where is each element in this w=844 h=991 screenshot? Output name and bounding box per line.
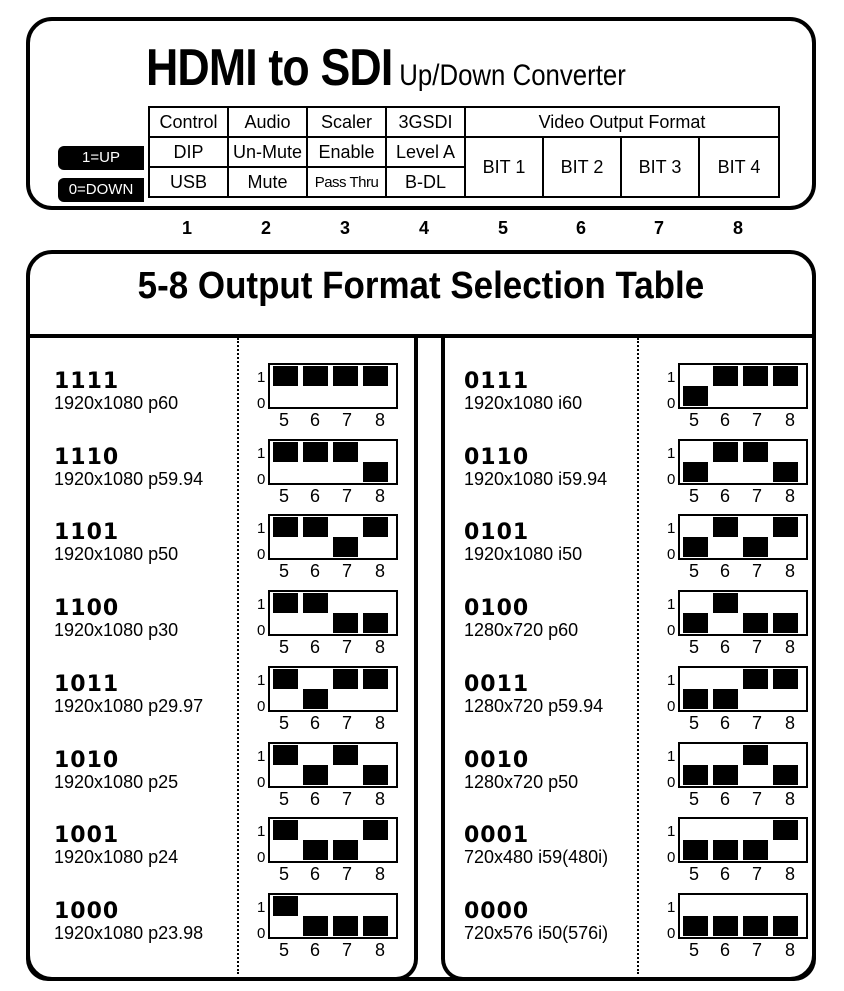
column-number: 3 [339, 218, 350, 238]
switch-number: 7 [341, 788, 352, 809]
switch-up [303, 517, 328, 537]
switch-down [773, 765, 798, 785]
switch-up [363, 517, 388, 537]
switch-number: 5 [688, 864, 699, 885]
header-control: Control [149, 107, 228, 137]
switch-down [303, 689, 328, 709]
dip-switch-diagram [678, 363, 808, 409]
down-scaler: Pass Thru [307, 167, 386, 197]
switch-number: 7 [341, 939, 352, 960]
switch-number: 7 [751, 485, 762, 506]
switch-number: 6 [719, 712, 730, 733]
format-entry [464, 899, 844, 975]
switch-number: 7 [341, 410, 352, 430]
switch-down [683, 537, 708, 557]
switch-down [363, 462, 388, 482]
switch-up [273, 366, 298, 386]
switch-up [273, 896, 298, 916]
dip-switch-diagram [268, 590, 398, 636]
config-table [148, 106, 780, 198]
switch-up [713, 517, 738, 537]
page-title [146, 38, 662, 98]
switch-up [743, 745, 768, 765]
switch-number: 8 [374, 561, 385, 582]
switch-number: 8 [374, 788, 385, 809]
switch-number: 6 [719, 939, 730, 960]
switch-number: 5 [278, 939, 289, 960]
format-resolution: 1920x1080 p30 [54, 620, 179, 641]
format-entry [464, 596, 844, 672]
format-entry [54, 369, 434, 445]
switch-number: 8 [784, 561, 795, 582]
switch-up [773, 517, 798, 537]
header-video-output-format: Video Output Format [465, 107, 779, 137]
switch-up [773, 669, 798, 689]
switch-number: 6 [309, 864, 320, 885]
switch-low-label: 0 [257, 470, 266, 488]
switch-high-label: 1 [257, 823, 266, 841]
switch-down [333, 840, 358, 860]
up-legend: 1=UP [58, 146, 144, 170]
title-sub: Up/Down Converter [399, 59, 626, 92]
switch-high-label: 1 [667, 898, 676, 916]
format-code: 1001 [54, 823, 120, 849]
format-code: 0000 [464, 898, 530, 924]
dip-switch-diagram [678, 514, 808, 560]
format-entry [464, 445, 844, 521]
switch-down [333, 613, 358, 633]
dip-switch-diagram [678, 590, 808, 636]
switch-down [773, 462, 798, 482]
switch-low-label: 0 [667, 470, 676, 488]
format-code: 1111 [54, 369, 120, 394]
format-resolution: 1920x1080 p23.98 [54, 922, 204, 943]
switch-number: 8 [784, 864, 795, 885]
switch-number: 6 [309, 788, 320, 809]
switch-number: 6 [719, 788, 730, 809]
column-number: 8 [732, 218, 743, 238]
format-resolution: 1920x1080 p60 [54, 393, 179, 413]
format-entry [54, 596, 434, 672]
switch-number: 6 [719, 410, 730, 430]
switch-high-label: 1 [257, 747, 266, 765]
switch-down [333, 916, 358, 936]
switch-number: 5 [278, 637, 289, 658]
switch-number: 6 [309, 561, 320, 582]
header-3gsdi: 3GSDI [386, 107, 465, 137]
switch-number: 7 [751, 939, 762, 960]
column-number: 2 [260, 218, 271, 238]
format-entry [54, 520, 434, 596]
switch-down [743, 840, 768, 860]
switch-up [273, 745, 298, 765]
switch-low-label: 0 [667, 546, 676, 564]
switch-down [743, 613, 768, 633]
switch-number: 7 [751, 864, 762, 885]
format-code: 1100 [54, 596, 120, 622]
format-resolution: 1920x1080 p29.97 [54, 695, 204, 716]
switch-high-label: 1 [257, 369, 266, 386]
format-resolution: 720x480 i59(480i) [464, 847, 609, 868]
dip-switch-diagram [678, 439, 808, 485]
switch-low-label: 0 [667, 622, 676, 640]
switch-up [303, 366, 328, 386]
format-entry [54, 823, 434, 899]
switch-low-label: 0 [257, 924, 266, 942]
switch-low-label: 0 [257, 849, 266, 867]
switch-up [303, 442, 328, 462]
switch-down [683, 916, 708, 936]
format-resolution: 1280x720 p50 [464, 771, 579, 792]
switch-number: 6 [719, 561, 730, 582]
up-scaler: Enable [307, 137, 386, 167]
format-resolution: 1920x1080 p24 [54, 847, 179, 868]
switch-low-label: 0 [667, 773, 676, 791]
switch-down [683, 840, 708, 860]
switch-number: 7 [341, 485, 352, 506]
switch-number: 6 [719, 637, 730, 658]
dip-switch-diagram [678, 666, 808, 712]
format-resolution: 720x576 i50(576i) [464, 922, 609, 943]
switch-number: 7 [751, 561, 762, 582]
switch-number: 8 [374, 864, 385, 885]
switch-number: 5 [688, 561, 699, 582]
switch-up [333, 745, 358, 765]
format-resolution: 1920x1080 p50 [54, 544, 179, 565]
down-control: USB [149, 167, 228, 197]
format-entry [54, 748, 434, 824]
switch-down [713, 840, 738, 860]
format-resolution: 1280x720 p59.94 [464, 695, 604, 716]
up-audio: Un-Mute [228, 137, 307, 167]
format-resolution: 1280x720 p60 [464, 620, 579, 641]
switch-up [363, 669, 388, 689]
switch-down [773, 613, 798, 633]
switch-number: 5 [688, 637, 699, 658]
bit-3: BIT 3 [621, 137, 699, 197]
switch-low-label: 0 [667, 395, 676, 412]
format-code: 1110 [54, 444, 120, 470]
switch-low-label: 0 [257, 697, 266, 715]
switch-number: 7 [341, 637, 352, 658]
dip-switch-diagram [268, 363, 398, 409]
dip-switch-diagram [678, 817, 808, 863]
switch-down [303, 765, 328, 785]
column-number: 1 [181, 218, 192, 238]
switch-number: 5 [278, 561, 289, 582]
dip-switch-diagram [268, 893, 398, 939]
format-entry [464, 369, 844, 445]
format-code: 1011 [54, 671, 120, 697]
switch-number: 8 [784, 788, 795, 809]
dip-switch-diagram [268, 742, 398, 788]
format-code: 0010 [464, 747, 530, 773]
format-entry [464, 520, 844, 596]
format-entry [464, 672, 844, 748]
switch-up [273, 669, 298, 689]
switch-number: 5 [278, 712, 289, 733]
switch-number: 5 [688, 485, 699, 506]
switch-down [303, 840, 328, 860]
up-3gsdi: Level A [386, 137, 465, 167]
switch-down [713, 765, 738, 785]
switch-low-label: 0 [257, 622, 266, 640]
switch-down [363, 613, 388, 633]
column-number: 7 [653, 218, 664, 238]
switch-high-label: 1 [667, 596, 676, 614]
dip-switch-diagram [678, 893, 808, 939]
column-number: 6 [575, 218, 586, 238]
switch-up [333, 669, 358, 689]
switch-high-label: 1 [257, 444, 266, 462]
switch-high-label: 1 [667, 520, 676, 538]
switch-down [363, 916, 388, 936]
switch-down [683, 462, 708, 482]
switch-down [743, 537, 768, 557]
down-3gsdi: B-DL [386, 167, 465, 197]
switch-number: 8 [784, 485, 795, 506]
format-resolution: 1920x1080 i60 [464, 393, 583, 413]
dip-switch-diagram [268, 666, 398, 712]
format-code: 0100 [464, 596, 530, 622]
switch-up [333, 442, 358, 462]
format-code: 1000 [54, 898, 120, 924]
format-code: 0011 [464, 671, 530, 697]
switch-down [333, 537, 358, 557]
switch-up [303, 593, 328, 613]
switch-low-label: 0 [667, 924, 676, 942]
switch-up [773, 366, 798, 386]
header-scaler: Scaler [307, 107, 386, 137]
switch-number: 6 [309, 712, 320, 733]
switch-down [363, 765, 388, 785]
switch-up [273, 593, 298, 613]
switch-down [713, 916, 738, 936]
switch-high-label: 1 [667, 671, 676, 689]
switch-high-label: 1 [667, 823, 676, 841]
switch-number: 6 [309, 939, 320, 960]
switch-down [683, 386, 708, 406]
switch-up [363, 366, 388, 386]
switch-number: 7 [751, 637, 762, 658]
switch-number: 5 [278, 788, 289, 809]
switch-down [683, 613, 708, 633]
switch-down [713, 689, 738, 709]
bit-1: BIT 1 [465, 137, 543, 197]
up-control: DIP [149, 137, 228, 167]
switch-up [273, 442, 298, 462]
dip-switch-diagram [268, 817, 398, 863]
switch-number: 8 [374, 712, 385, 733]
switch-low-label: 0 [257, 546, 266, 564]
dip-switch-diagram [268, 514, 398, 560]
selection-title: 5-8 Output Format Selection Table [137, 265, 705, 307]
format-entry [464, 748, 844, 824]
header-audio: Audio [228, 107, 307, 137]
switch-up [713, 442, 738, 462]
switch-number: 8 [784, 410, 795, 430]
format-resolution: 1920x1080 i59.94 [464, 468, 608, 489]
format-code: 0111 [464, 369, 530, 394]
dip-switch-diagram [268, 439, 398, 485]
switch-high-label: 1 [257, 671, 266, 689]
switch-number: 5 [278, 864, 289, 885]
switch-low-label: 0 [667, 849, 676, 867]
dip-switch-diagram [678, 742, 808, 788]
format-resolution: 1920x1080 p59.94 [54, 468, 204, 489]
switch-up [773, 820, 798, 840]
format-code: 1101 [54, 520, 120, 546]
switch-up [333, 366, 358, 386]
switch-up [743, 442, 768, 462]
switch-number: 8 [784, 637, 795, 658]
switch-number: 6 [309, 410, 320, 430]
switch-number: 6 [309, 637, 320, 658]
switch-number: 7 [341, 864, 352, 885]
format-entry [464, 823, 844, 899]
switch-number: 8 [374, 485, 385, 506]
bit-4: BIT 4 [699, 137, 779, 197]
switch-number: 7 [751, 712, 762, 733]
switch-number: 7 [341, 561, 352, 582]
format-code: 0001 [464, 823, 530, 849]
switch-number: 8 [374, 939, 385, 960]
switch-number: 6 [719, 485, 730, 506]
switch-down [773, 916, 798, 936]
switch-high-label: 1 [257, 898, 266, 916]
format-code: 0110 [464, 444, 530, 470]
switch-number: 5 [688, 788, 699, 809]
format-resolution: 1920x1080 i50 [464, 544, 583, 565]
switch-up [713, 593, 738, 613]
column-number: 4 [418, 218, 429, 238]
switch-number: 7 [341, 712, 352, 733]
switch-number: 8 [374, 637, 385, 658]
switch-number: 5 [278, 485, 289, 506]
switch-high-label: 1 [667, 747, 676, 765]
switch-high-label: 1 [667, 369, 676, 386]
down-legend: 0=DOWN [58, 178, 144, 202]
switch-number: 5 [688, 939, 699, 960]
switch-high-label: 1 [257, 520, 266, 538]
switch-high-label: 1 [667, 444, 676, 462]
format-entry [54, 445, 434, 521]
bit-2: BIT 2 [543, 137, 621, 197]
switch-number: 6 [309, 485, 320, 506]
switch-high-label: 1 [257, 596, 266, 614]
switch-up [713, 366, 738, 386]
switch-low-label: 0 [257, 395, 266, 412]
switch-down [683, 689, 708, 709]
format-entry [54, 672, 434, 748]
switch-up [273, 820, 298, 840]
switch-number: 7 [751, 410, 762, 430]
switch-up [273, 517, 298, 537]
switch-down [683, 765, 708, 785]
switch-up [363, 820, 388, 840]
switch-number: 8 [374, 410, 385, 430]
switch-number: 8 [784, 712, 795, 733]
switch-number: 6 [719, 864, 730, 885]
switch-low-label: 0 [667, 697, 676, 715]
switch-up [743, 366, 768, 386]
down-audio: Mute [228, 167, 307, 197]
format-resolution: 1920x1080 p25 [54, 771, 179, 792]
switch-number: 8 [784, 939, 795, 960]
switch-number: 5 [688, 410, 699, 430]
format-code: 1010 [54, 747, 120, 773]
column-number: 5 [497, 218, 508, 238]
format-entry [54, 899, 434, 975]
switch-number: 5 [688, 712, 699, 733]
title-main: HDMI to SDI [146, 39, 393, 97]
switch-number: 5 [278, 410, 289, 430]
switch-down [743, 916, 768, 936]
switch-down [303, 916, 328, 936]
format-code: 0101 [464, 520, 530, 546]
switch-up [743, 669, 768, 689]
switch-low-label: 0 [257, 773, 266, 791]
switch-number: 7 [751, 788, 762, 809]
